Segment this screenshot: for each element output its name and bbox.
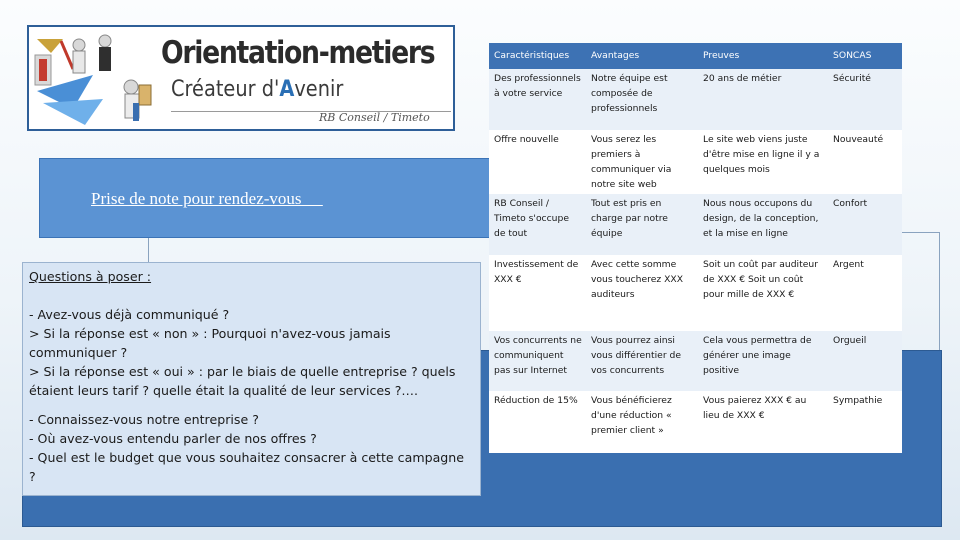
table-row xyxy=(489,69,902,130)
table-cell: Investissement de XXX € xyxy=(489,255,586,331)
question-line: - Où avez-vous entendu parler de nos offres ? xyxy=(29,431,317,446)
table-cell: Réduction de 15% xyxy=(489,391,586,453)
logo-illustration-icon xyxy=(33,29,163,129)
note-title: Prise de note pour rendez-vous xyxy=(91,189,323,208)
table-cell: Vous bénéficierez d'une réduction « premier client » xyxy=(586,391,698,453)
table-cell: Orgueil xyxy=(828,331,902,391)
table-cell: Tout est pris en charge par notre équipe xyxy=(586,194,698,255)
table-cell: Offre nouvelle xyxy=(489,130,586,194)
question-line: > Si la réponse est « non » : Pourquoi n'avez-vous jamais communiquer ? xyxy=(29,326,391,360)
header-preuves: Preuves xyxy=(698,43,828,69)
table-cell: Sympathie xyxy=(828,391,902,453)
table-row xyxy=(489,194,902,255)
table-header-row xyxy=(489,43,902,69)
table-cell: Le site web viens juste d'être mise en ligne il y a quelques mois xyxy=(698,130,828,194)
table-cell: Notre équipe est composée de professionnels xyxy=(586,69,698,130)
table-row xyxy=(489,391,902,453)
table-cell: Nouveauté xyxy=(828,130,902,194)
questions-panel xyxy=(22,262,481,496)
header-avantages: Avantages xyxy=(586,43,698,69)
logo-subtitle xyxy=(171,77,343,102)
table-cell: Argent xyxy=(828,255,902,331)
table-cell: Soit un coût par auditeur de XXX € Soit un coût pour mille de XXX € xyxy=(698,255,828,331)
logo-subtitle-accent: A xyxy=(279,77,295,102)
table-cell: Confort xyxy=(828,194,902,255)
logo-title: Orientation-metiers xyxy=(161,35,435,71)
table-cell: Avec cette somme vous toucherez XXX auditeurs xyxy=(586,255,698,331)
table-row xyxy=(489,130,902,194)
header-caracteristiques: Caractéristiques xyxy=(489,43,586,69)
logo-signature: RB Conseil / Timeto xyxy=(319,111,430,124)
question-line: > Si la réponse est « oui » : par le biais de quelle entreprise ? quels étaient leurs tarif ? quelle était la qualité de leur services ?…. xyxy=(29,364,456,398)
table-cell: Vous serez les premiers à communiquer via notre site web xyxy=(586,130,698,194)
table-cell: Vos concurrents ne communiquent pas sur Internet xyxy=(489,331,586,391)
table-cell: Vous paierez XXX € au lieu de XXX € xyxy=(698,391,828,453)
question-line: - Avez-vous déjà communiqué ? xyxy=(29,307,230,322)
spacer xyxy=(29,400,474,410)
logo-subtitle-prefix: Créateur d' xyxy=(171,77,280,102)
question-line: - Quel est le budget que vous souhaitez consacrer à cette campagne ? xyxy=(29,450,465,484)
question-line: - Connaissez-vous notre entreprise ? xyxy=(29,412,259,427)
table-cell: Sécurité xyxy=(828,69,902,130)
logo-subtitle-suffix: venir xyxy=(294,77,344,102)
questions-title: Questions à poser : xyxy=(29,269,152,284)
table-row xyxy=(489,331,902,391)
table-row xyxy=(489,255,902,331)
soncas-table xyxy=(489,43,902,453)
table-cell: RB Conseil / Timeto s'occupe de tout xyxy=(489,194,586,255)
table-cell: 20 ans de métier xyxy=(698,69,828,130)
table-cell: Nous nous occupons du design, de la conception, et la mise en ligne xyxy=(698,194,828,255)
table-cell: Des professionnels à votre service xyxy=(489,69,586,130)
table-cell: Cela vous permettra de générer une image positive xyxy=(698,331,828,391)
header-soncas: SONCAS xyxy=(828,43,902,69)
logo-banner xyxy=(27,25,455,131)
table-cell: Vous pourrez ainsi vous différentier de vos concurrents xyxy=(586,331,698,391)
